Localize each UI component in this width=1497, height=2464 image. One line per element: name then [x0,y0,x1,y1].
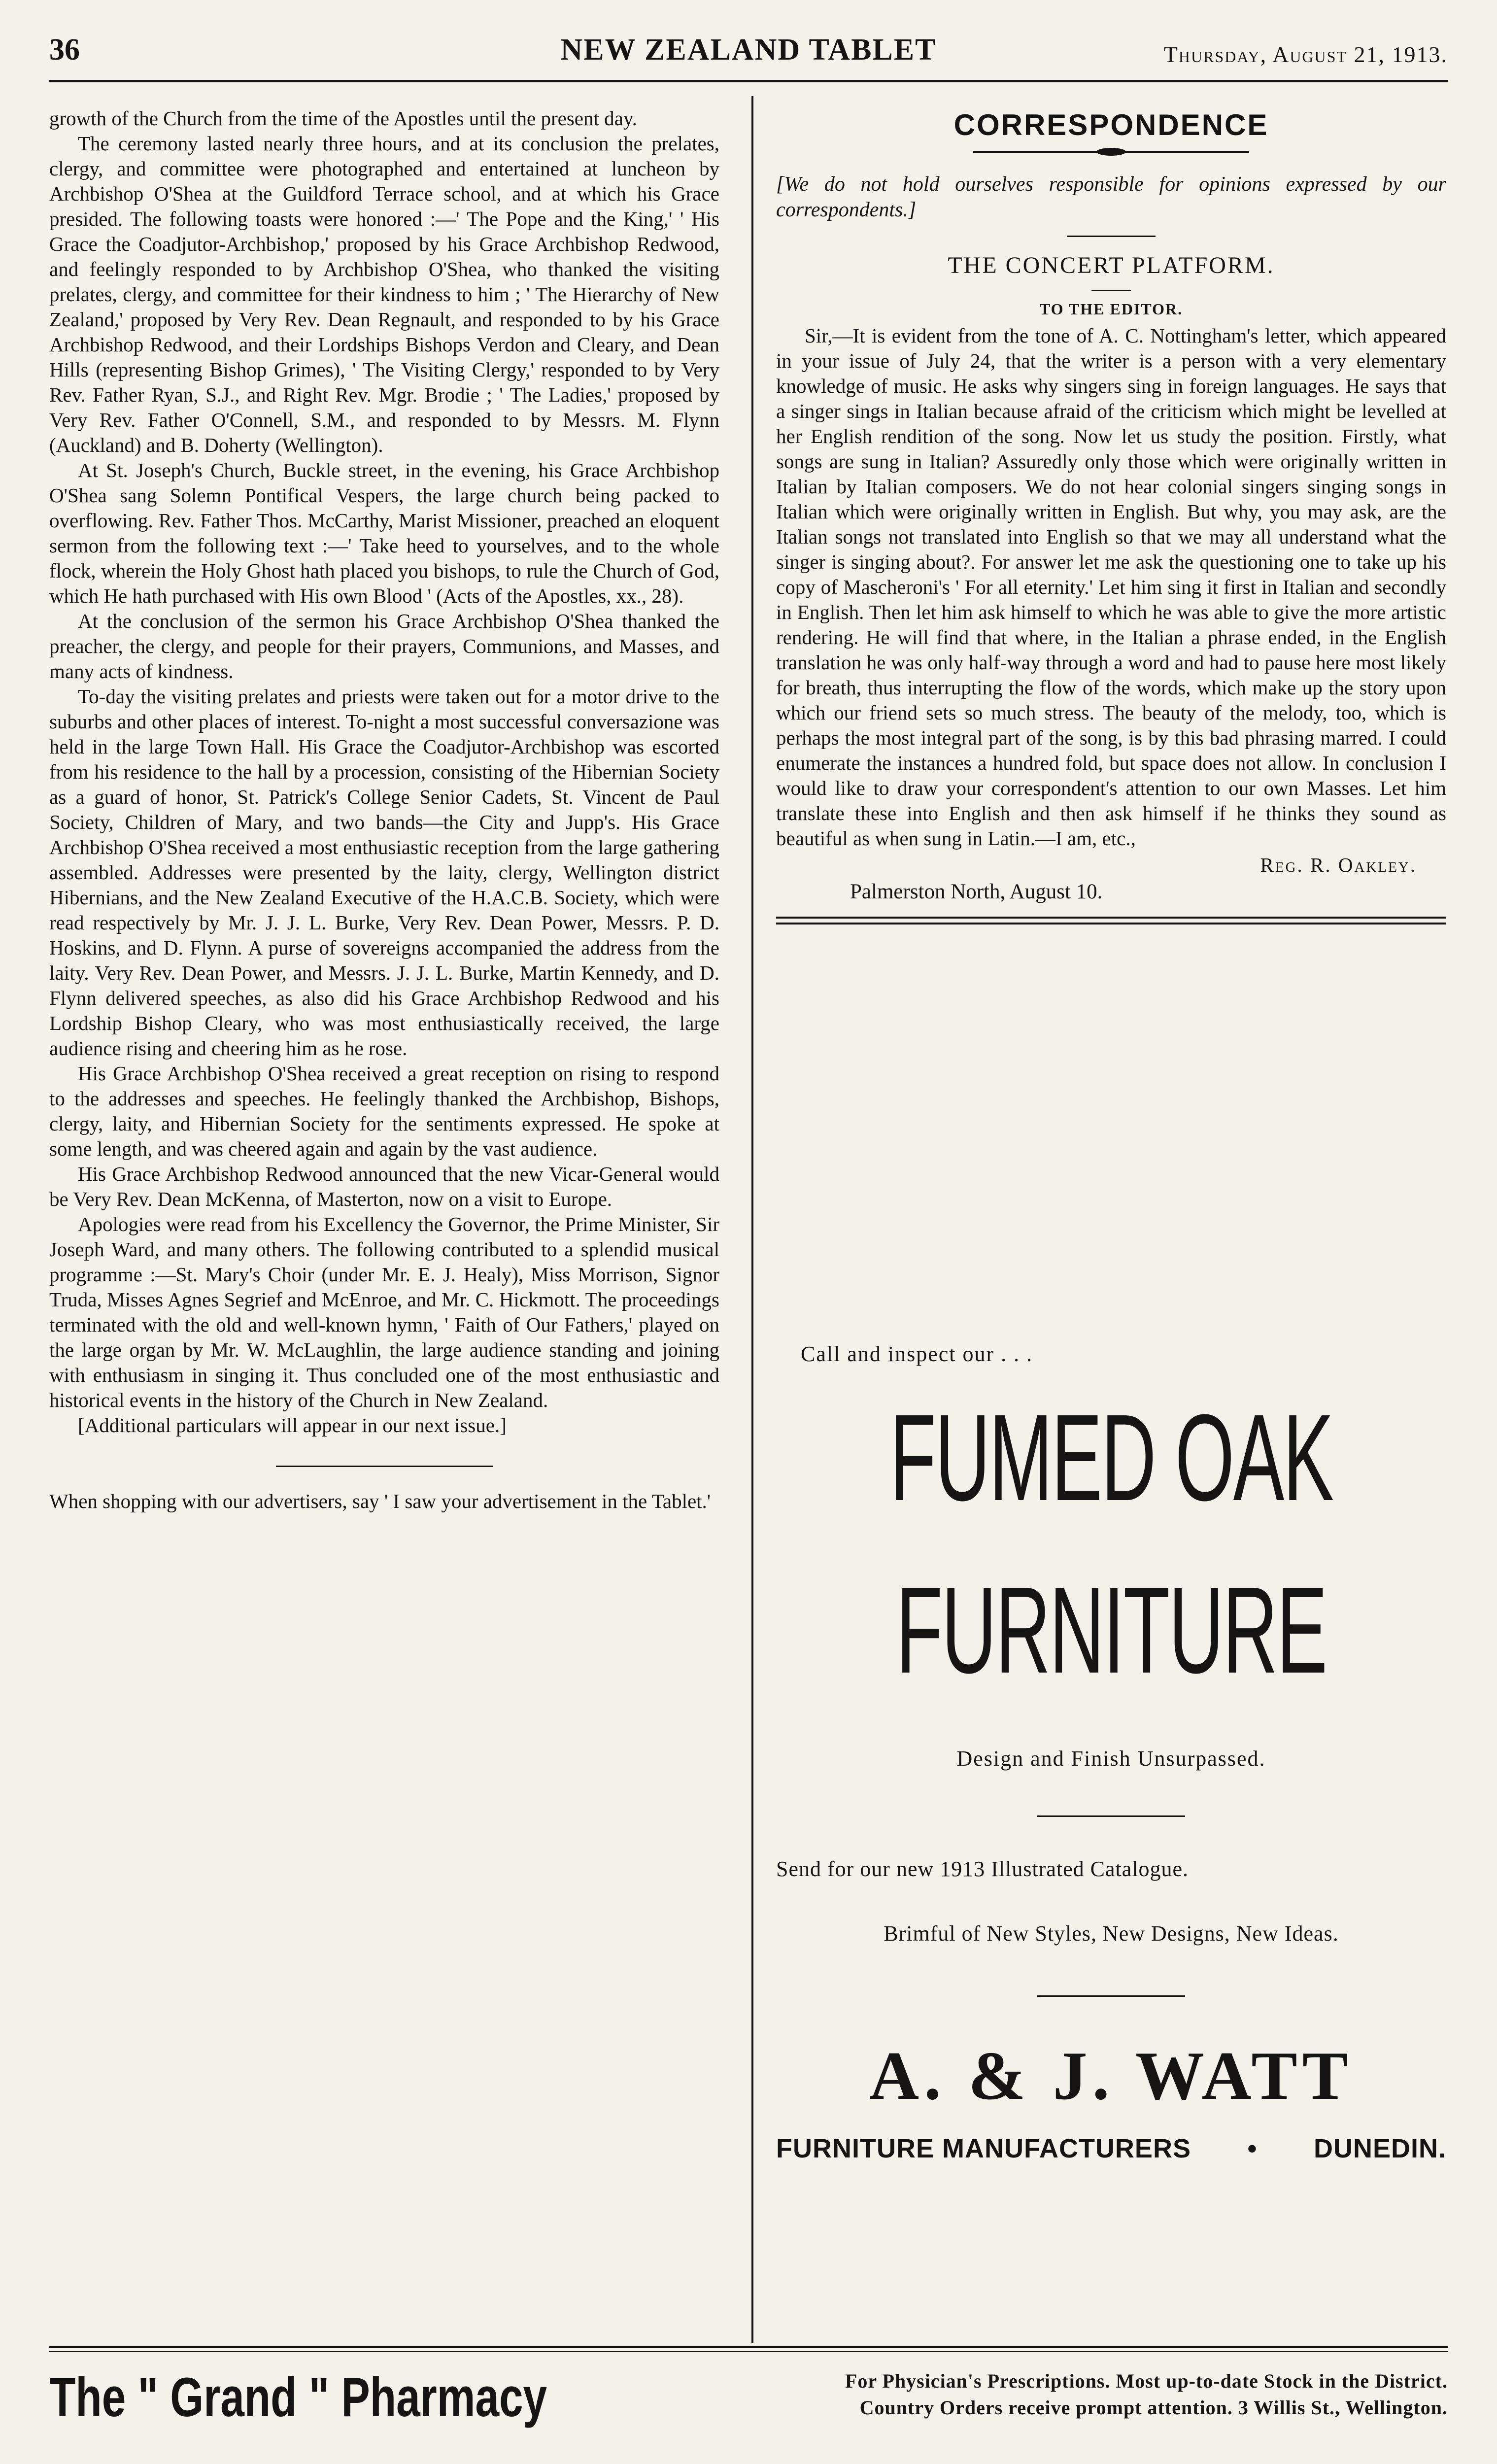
advert-tagline: Design and Finish Unsurpassed. [956,1746,1266,1771]
pharmacy-line-1: For Physician's Prescriptions. Most up-to-date Stock in the District. [845,2370,1448,2392]
article-paragraph: His Grace Archbishop Redwood announced that the new Vicar-General would be Very Rev. Dean McKenna, of Masterton, now on a visit to Europe. [49,1163,719,1210]
divider [1067,236,1156,237]
article-paragraph: Apologies were read from his Excellency the Governor, the Prime Minister, Sir Joseph Ward, and many others. The following contributed to a splendid musical programme :—St. Mary's Choir (under Mr. E. J. Healy), Miss Morrison, Signor Truda, Misses Agnes Segrief and McEnroe, and Mr. C. Hickmott. The proceedings terminated with the old and well-known hymn, ' Faith of Our Fathers,' played on the large organ by Mr. W. McLaughlin, the large audience standing and joining with enthusiasm in singing it. Thus concluded one of the most enthusiastic and historical events in the history of the Church in New Zealand. [49,1213,719,1411]
column-divider [751,96,753,2343]
ornament-rule [973,151,1249,153]
divider [1091,290,1131,291]
advert-headline-2: FURNITURE [896,1561,1327,1699]
article-paragraph: [Additional particulars will appear in our next issue.] [78,1414,507,1437]
article-body [49,106,719,1438]
page-header [49,30,1448,84]
letter-paragraph: Sir,—It is evident from the tone of A. C. Nottingham's letter, which appeared in your issue of July 24, that the writer is a person with a very elementary knowledge of music. He asks why singers sing in foreign languages. He says that a singer sings in Italian because afraid of the criticism which might be levelled at her English rendition of the song. Now let us study the position. Firstly, what songs are sung in Italian? Assuredly only those which were originally written in Italian by Italian composers. We do not hear colonial singers singing songs in Italian which were originally written in English. But why, you may ask, are the Italian songs not translated into English so that we may all understand what the singer is singing about?. For answer let me ask the questioning one to take up his copy of Mascheroni's ' For all eternity.' Let him sing it first in Italian and secondly in English. Then let him ask himself to which he was able to give the more artistic rendering. He will find that where, in the Italian a phrase ended, in the English translation he was only half-way through a word and had to pause here most likely for breath, thus interrupting the flow of the words, which make up the story upon which our friend sets so much stress. The beauty of the melody, too, which is perhaps the most integral part of the song, is by this bad phrasing marred. I could enumerate the instances a hundred fold, but space does not allow. In conclusion I would like to draw your correspondent's attention to our own Masses. Let him translate these into English and then ask himself if he thinks they sound as beautiful as when sung in Latin.—I am, etc., [776,324,1446,850]
issue-date: Thursday, August 21, 1913. [1163,42,1448,67]
section-rule [776,917,1446,924]
advert-catalogue: Send for our new 1913 Illustrated Catalogue. [776,1857,1189,1881]
letter-salutation-header: TO THE EDITOR. [1039,300,1183,318]
right-column [776,106,1446,924]
article-paragraph: His Grace Archbishop O'Shea received a great reception on rising to respond to the addresses and speeches. He feelingly thanked the Archbishop, Bishops, clergy, laity, and Hibernian Society for the sentiments expressed. He spoke at some length, and was cheered again and again by the vast audience. [49,1062,719,1160]
section-title: CORRESPONDENCE [953,108,1269,141]
divider [1037,1995,1185,1997]
page-number: 36 [49,33,80,67]
header-rule [49,80,1448,82]
pharmacy-line-2: Country Orders receive prompt attention. 3 Willis St., Wellington. [859,2396,1448,2419]
divider [276,1466,493,1467]
letter-headline: THE CONCERT PLATFORM. [948,252,1275,278]
letter-signature: Reg. R. Oakley. [1260,854,1417,876]
letter-body [776,323,1446,851]
advert-city: DUNEDIN. [1313,2134,1446,2163]
article-paragraph: At St. Joseph's Church, Buckle street, in the evening, his Grace Archbishop O'Shea sang Solemn Pontifical Vespers, the large church being packed to overflowing. Rev. Father Thos. McCarthy, Marist Missioner, preached an eloquent sermon from the following text :—' Take heed to yourselves, and to the whole flock, wherein the Holy Ghost hath placed you bishops, to rule the Church of God, which He hath purchased with His own Blood ' (Acts of the Apostles, xx., 28). [49,459,719,607]
left-column [49,106,719,1514]
advertiser-note: When shopping with our advertisers, say ' I saw your advertisement in the Tablet.' [49,1490,711,1512]
article-paragraph: The ceremony lasted nearly three hours, and at its conclusion the prelates, clergy, and committee were photographed and entertained at luncheon by Archbishop O'Shea at the Guildford Terrace school, and at which his Grace presided. The following toasts were honored :—' The Pope and the King,' ' His Grace the Coadjutor-Archbishop,' proposed by his Grace Archbishop Redwood, and feelingly responded to by Archbishop O'Shea, who thanked the visiting prelates, clergy, and committee for their kindness to him ; ' The Hierarchy of New Zealand,' proposed by Very Rev. Dean Regnault, and responded to by his Grace Archbishop Redwood, and their Lordships Bishops Verdon and Cleary, and Dean Hills (representing Bishop Grimes), ' The Visiting Clergy,' responded to by Very Rev. Father Ryan, S.J., and Right Rev. Mgr. Brodie ; ' The Ladies,' proposed by Very Rev. Father O'Connell, S.M., and responded to by Messrs. M. Flynn (Auckland) and B. Doherty (Wellington). [49,132,719,456]
advert-trade: FURNITURE MANUFACTURERS [776,2134,1191,2163]
bullet-separator: • [1247,2134,1258,2163]
advert-styles: Brimful of New Styles, New Designs, New Ideas. [884,1921,1339,1946]
masthead: NEW ZEALAND TABLET [560,33,937,67]
advert-trade-line [776,2133,1446,2164]
disclaimer: [We do not hold ourselves responsible for opinions expressed by our correspondents.] [776,173,1446,221]
advert-firm-name: A. & J. WATT [869,2038,1354,2114]
divider [1037,1815,1185,1817]
article-paragraph: growth of the Church from the time of the Apostles until the present day. [49,107,637,130]
furniture-advert [776,1306,1446,2164]
advert-call: Call and inspect our . . . [801,1342,1033,1366]
letter-place-date: Palmerston North, August 10. [850,880,1103,903]
pharmacy-advert [49,2365,1448,2430]
advert-headline-1: FUMED OAK [889,1389,1333,1526]
pharmacy-name: The " Grand " Pharmacy [49,2366,547,2428]
article-paragraph: To-day the visiting prelates and priests were taken out for a motor drive to the suburbs and other places of interest. To-night a most successful conversazione was held in the large Town Hall. His Grace the Coadjutor-Archbishop was escorted from his residence to the hall by a procession, consisting of the Hibernian Society as a guard of honor, St. Patrick's College Senior Cadets, St. Vincent de Paul Society, Children of Mary, and two bands—the City and Jupp's. His Grace Archbishop O'Shea received a most enthusiastic reception from the large gathering assembled. Addresses were presented by the laity, clergy, Wellington district Hibernians, and the New Zealand Executive of the H.A.C.B. Society, which were read respectively by Mr. J. J. L. Burke, Very Rev. Dean Power, Messrs. P. D. Hoskins, and D. Flynn. A purse of sovereigns accompanied the address from the laity. Very Rev. Dean Power, and Messrs. J. J. L. Burke, Martin Kennedy, and D. Flynn delivered speeches, as also did his Grace Archbishop Redwood and his Lordship Bishop Cleary, who was most enthusiastically received, the large audience rising and cheering him as he rose. [49,685,719,1060]
article-paragraph: At the conclusion of the sermon his Grace Archbishop O'Shea thanked the preacher, the clergy, and people for their prayers, Communions, and Masses, and many acts of kindness. [49,610,719,683]
footer-rule [49,2346,1448,2352]
